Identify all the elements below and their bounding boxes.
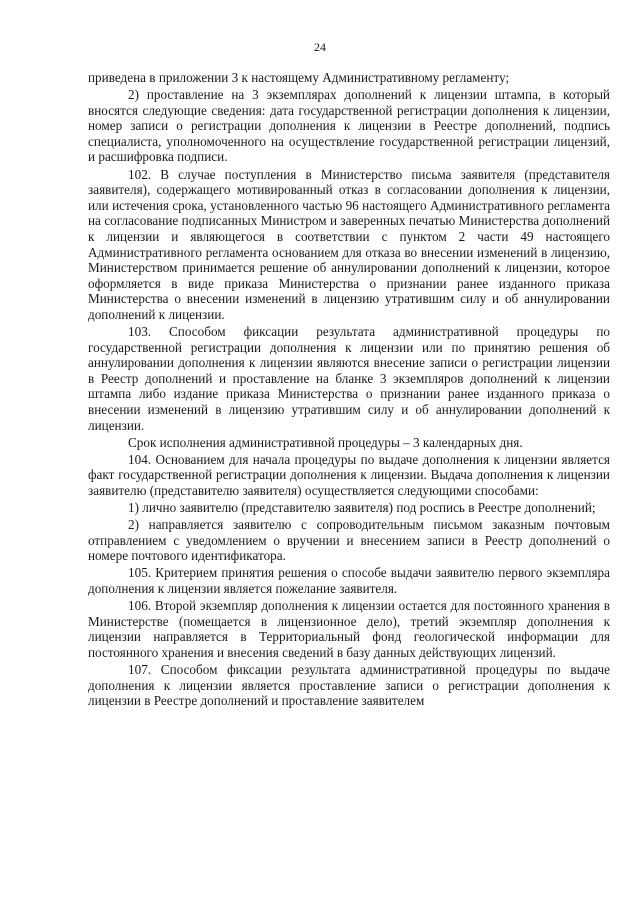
paragraph-method-2: 2) направляется заявителю с сопроводительным письмом заказным почтовым отправлением с уведомлением о вручении и внесением записи в Реестр дополнений о номере почтового идентификатора. [88,517,610,564]
paragraph-104: 104. Основанием для начала процедуры по выдаче дополнения к лицензии является факт государственной регистрации дополнения к лицензии. Выдача дополнения к лицензии заявителю (представителю заявителя) осуществляется следующими способами: [88,451,610,498]
paragraph-method-1: 1) лично заявителю (представителю заявителя) под роспись в Реестре дополнений; [128,500,596,516]
paragraph-deadline: Срок исполнения административной процедуры – 3 календарных дня. [128,434,523,450]
paragraph-continuation: приведена в приложении 3 к настоящему Административному регламенту; [88,70,510,85]
paragraph-107: 107. Способом фиксации результата административной процедуры по выдаче дополнения к лицензии является проставление записи о регистрации дополнения к лицензии в Реестре дополнений и проставление заявителем [88,661,610,709]
page-number: 24 [314,40,326,54]
paragraph-105: 105. Критерием принятия решения о способе выдачи заявителю первого экземпляра дополнения к лицензии является пожелание заявителя. [88,565,610,596]
paragraph-103: 103. Способом фиксации результата административной процедуры по государственной регистрации дополнения к лицензии или по принятию решения об аннулировании дополнения к лицензии являются внесение записи о регистрации лицензии в Реестр дополнений и проставление на бланке 3 экземпляров дополнений к лицензии штампа либо издание приказа Министерства о признании ранее изданного приказа о внесении изменений в лицензию утратившим силу и об аннулировании дополнений к лицензии. [88,324,610,433]
paragraph-item-2: 2) проставление на 3 экземплярах дополнений к лицензии штампа, в который вносятся следующие сведения: дата государственной регистрации дополнения к лицензии, номер записи о регистрации дополнения к лицензии в Реестре дополнений, подпись специалиста, уполномоченного на осуществление государственной регистрации лицензий, и расшифровка подписи. [88,87,610,165]
paragraph-106: 106. Второй экземпляр дополнения к лицензии остается для постоянного хранения в Министерстве (помещается в лицензионное дело), третий экземпляр дополнения к лицензии направляется в Территориальный фонд геологической информации для постоянного хранения и внесения сведений в базу данных действующих лицензий. [88,598,610,660]
paragraph-102: 102. В случае поступления в Министерство письма заявителя (представителя заявителя), содержащего мотивированный отказ в согласовании дополнения к лицензии, или истечения срока, установленного частью 96 настоящего Административного регламента на согласование подписанных Министром и заверенных печатью Министерства дополнений к лицензии и являющегося в соответствии с пунктом 2 части 49 настоящего Административного регламента основанием для отказа во внесении изменений в лицензию, Министерством принимается решение об аннулировании дополнений к лицензии, которое оформляется в виде приказа Министерства о признании ранее изданного приказа Министерства о внесении изменений в лицензию утратившим силу и об аннулировании дополнений к лицензии. [88,166,610,322]
document-body [88,70,610,710]
